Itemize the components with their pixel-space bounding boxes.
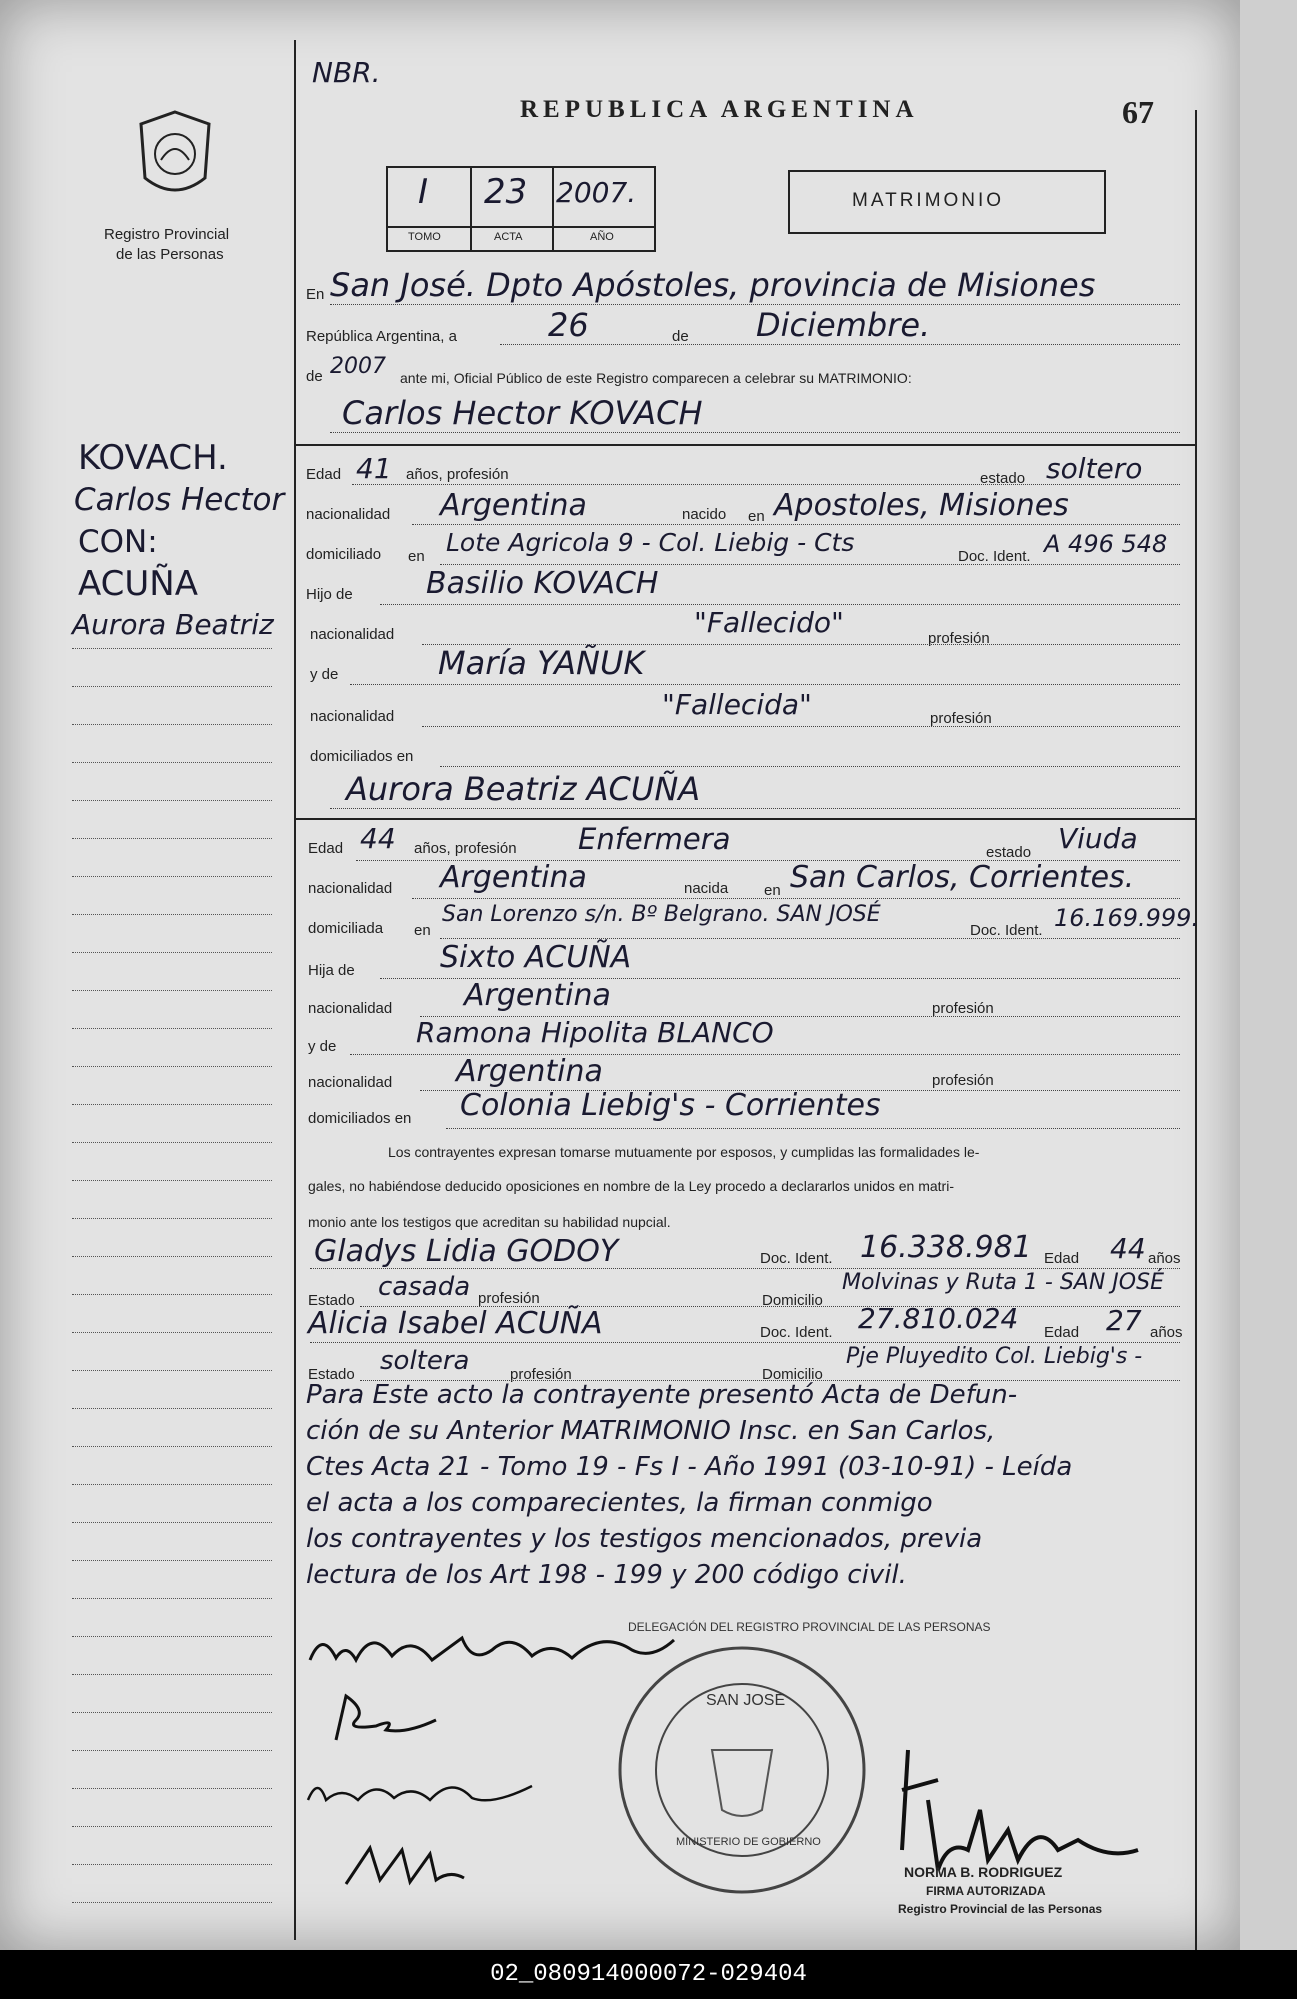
official-org: Registro Provincial de las Personas [898, 1902, 1103, 1916]
margin-rule [72, 724, 272, 725]
witness2-status: soltera [380, 1346, 470, 1376]
declaration-line3: monio ante los testigos que acreditan su habilidad nupcial. [308, 1214, 671, 1230]
official-name: NORMA B. RODRIGUEZ [904, 1864, 1063, 1880]
de2-label: de [306, 368, 323, 385]
margin-rule [72, 1864, 272, 1865]
margin-rule [72, 1370, 272, 1371]
witness1-estado-label: Estado [308, 1292, 355, 1309]
witness1-age: 44 [1110, 1232, 1146, 1265]
bride-father-prof-label: profesión [932, 1000, 994, 1017]
groom-nationality: Argentina [440, 488, 587, 523]
groom-line-2 [412, 524, 1180, 525]
groom-name: Carlos Hector KOVACH [342, 394, 703, 432]
margin-rule [72, 1028, 272, 1029]
witness1-status: casada [378, 1272, 471, 1302]
margin-rule [72, 1142, 272, 1143]
groom-born: Apostoles, Misiones [774, 488, 1069, 523]
note-line-4: el acta a los comparecientes, la firman conmigo [306, 1488, 933, 1518]
margin-rule [72, 1560, 272, 1561]
bride-hija-label: Hija de [308, 962, 355, 979]
bride-yde-label: y de [308, 1038, 337, 1055]
groom-mother-prof-label: profesión [930, 710, 992, 727]
witness1-doc-label: Doc. Ident. [760, 1250, 833, 1267]
margin-rule [72, 1408, 272, 1409]
declaration-line2: gales, no habiéndose deducido oposiciones en nombre de la Ley procedo a declararlos unidos en matri- [308, 1178, 954, 1194]
bride-age: 44 [360, 822, 396, 855]
official-signature [868, 1740, 1168, 1880]
groom-father-nationality: "Fallecido" [694, 606, 844, 639]
bride-domiciliados-label: domiciliados en [308, 1110, 412, 1127]
page-edge [1240, 0, 1297, 1950]
margin-given-name: Carlos Hector [74, 482, 285, 518]
bride-signature [326, 1690, 446, 1750]
stamp-ministry: MINISTERIO DE GOBIERNO [676, 1836, 821, 1848]
margin-rule [72, 686, 272, 687]
bride-line-8 [446, 1128, 1180, 1129]
witness2-name: Alicia Isabel ACUÑA [308, 1306, 603, 1341]
margin-rule [72, 1788, 272, 1789]
place: San José. Dpto Apóstoles, provincia de Misiones [330, 266, 1096, 304]
bride-domicile-en-label: en [414, 922, 431, 939]
margin-rule [72, 1522, 272, 1523]
margin-rule [72, 1902, 272, 1903]
witness1-prof-label: profesión [478, 1290, 540, 1307]
margin-rule [72, 800, 272, 801]
acta-value: 23 [484, 172, 528, 212]
witness1-name: Gladys Lidia GODOY [314, 1234, 619, 1269]
record-type: MATRIMONIO [852, 190, 1005, 211]
bride-profession-label: años, profesión [414, 840, 517, 857]
margin-divider [294, 40, 296, 1940]
scan-id-footer: 02_080914000072-029404 [0, 1950, 1297, 1999]
witness2-line [310, 1342, 1180, 1343]
groom-domiciliados-label: domiciliados en [310, 748, 414, 765]
witness2-prof-label: profesión [510, 1366, 572, 1383]
bride-line-2 [412, 898, 1180, 899]
note-line-2: ción de su Anterior MATRIMONIO Insc. en San Carlos, [306, 1416, 996, 1446]
place-line [330, 304, 1180, 305]
note-line-1: Para Este acto la contrayente presentó Acta de Defun- [306, 1380, 1018, 1410]
record-label-divider [386, 226, 654, 228]
en-label: En [306, 286, 325, 303]
right-border [1195, 110, 1197, 1950]
margin-rule [72, 876, 272, 877]
groom-status: soltero [1046, 452, 1143, 485]
bride-profession: Enfermera [578, 822, 731, 856]
margin-rule [72, 762, 272, 763]
month: Diciembre. [756, 306, 931, 344]
margin-rule [72, 1066, 272, 1067]
witness2-signature [340, 1840, 470, 1890]
stamp-outer-text: DELEGACIÓN DEL REGISTRO PROVINCIAL DE LAS PERSONAS [628, 1620, 991, 1634]
witness2-doc-label: Doc. Ident. [760, 1324, 833, 1341]
bride-doc-label: Doc. Ident. [970, 922, 1043, 939]
witness2-anos-label: años [1150, 1324, 1183, 1341]
margin-rule [72, 648, 272, 649]
groom-nacionalidad-label: nacionalidad [306, 506, 391, 523]
groom-father: Basilio KOVACH [426, 566, 659, 601]
bride-father-nac-label: nacionalidad [308, 1000, 393, 1017]
declaration-line1: Los contrayentes expresan tomarse mutuamente por esposos, y cumplidas las formalidades le- [388, 1144, 980, 1160]
margin-rule [72, 1484, 272, 1485]
groom-line-1 [352, 484, 1180, 485]
margin-rule [72, 1446, 272, 1447]
margin-con: CON: [78, 524, 158, 560]
bride-mother: Ramona Hipolita BLANCO [416, 1016, 774, 1049]
witness1-line [310, 1268, 1180, 1269]
groom-section-rule [294, 444, 1195, 446]
groom-mother-nationality: "Fallecida" [662, 688, 812, 721]
margin-rule [72, 1332, 272, 1333]
bride-nationality: Argentina [440, 860, 587, 895]
note-line-6: lectura de los Art 198 - 199 y 200 código civil. [306, 1560, 907, 1590]
witness2-address: Pje Pluyedito Col. Liebig's - [846, 1344, 1143, 1369]
ano-value: 2007. [556, 176, 637, 209]
bride-estado-label: estado [986, 844, 1032, 861]
witness2-age: 27 [1106, 1304, 1142, 1337]
margin-rule [72, 1104, 272, 1105]
groom-domiciliado-label: domiciliado [306, 546, 382, 563]
note-line-5: los contrayentes y los testigos mencionados, previa [306, 1524, 983, 1554]
bride-mother-prof-label: profesión [932, 1072, 994, 1089]
margin-rule [72, 1674, 272, 1675]
bride-nacida-label: nacida [684, 880, 729, 897]
witness1-address: Molvinas y Ruta 1 - SAN JOSÉ [842, 1270, 1164, 1295]
margin-rule [72, 914, 272, 915]
bride-status: Viuda [1058, 822, 1138, 855]
tomo-value: I [418, 172, 429, 212]
bride-mother-nationality: Argentina [456, 1054, 603, 1089]
bride-nacionalidad-label: nacionalidad [308, 880, 393, 897]
margin-rule [72, 1180, 272, 1181]
groom-line-7 [422, 726, 1180, 727]
stamp-inner-text: SAN JOSE [706, 1692, 786, 1709]
groom-profession-label: años, profesión [406, 466, 509, 483]
bride-born: San Carlos, Corrientes. [790, 860, 1135, 895]
bride-section-rule [294, 818, 1195, 820]
witness1-domicilio-label: Domicilio [762, 1292, 823, 1309]
margin-surname: KOVACH. [78, 438, 228, 478]
margin-bride-name: Aurora Beatriz [72, 608, 274, 641]
groom-line-3 [440, 564, 1180, 565]
groom-father-prof-label: profesión [928, 630, 990, 647]
groom-mother: María YAÑUK [438, 644, 645, 682]
groom-doc-label: Doc. Ident. [958, 548, 1031, 565]
record-divider-2 [552, 166, 554, 250]
bride-mother-nac-label: nacionalidad [308, 1074, 393, 1091]
registry-name-line1: Registro Provincial [104, 226, 230, 243]
page-number: 67 [1122, 94, 1154, 130]
ano-label: AÑO [590, 231, 614, 243]
margin-rule [72, 990, 272, 991]
intro-clause: ante mi, Oficial Público de este Registro comparecen a celebrar su MATRIMONIO: [400, 370, 912, 386]
margin-bride-surname: ACUÑA [78, 564, 198, 604]
witness1-anos-label: años [1148, 1250, 1181, 1267]
margin-note: NBR. [312, 56, 381, 89]
margin-rule [72, 838, 272, 839]
groom-age: 41 [356, 452, 392, 485]
registry-name-line2: de las Personas [116, 246, 224, 263]
margin-rule [72, 952, 272, 953]
date-line [500, 344, 1180, 345]
republic-label: República Argentina, a [306, 328, 457, 345]
groom-domicile-en-label: en [408, 548, 425, 565]
witness1-doc: 16.338.981 [860, 1230, 1032, 1265]
official-title: FIRMA AUTORIZADA [926, 1884, 1046, 1898]
witness2-doc: 27.810.024 [858, 1302, 1019, 1335]
groom-doc: A 496 548 [1044, 530, 1168, 558]
bride-line-3 [440, 938, 1180, 939]
groom-line-6 [350, 684, 1180, 685]
day: 26 [548, 306, 589, 344]
margin-rule [72, 1294, 272, 1295]
groom-hijo-label: Hijo de [306, 586, 353, 603]
groom-en-label: en [748, 508, 765, 525]
margin-rule [72, 1712, 272, 1713]
groom-nacido-label: nacido [682, 506, 727, 523]
margin-rule [72, 1256, 272, 1257]
witness1-edad-label: Edad [1044, 1250, 1080, 1267]
bride-father: Sixto ACUÑA [440, 940, 632, 975]
groom-estado-label: estado [980, 470, 1026, 487]
acta-label: ACTA [494, 231, 523, 243]
margin-rule [72, 1750, 272, 1751]
bride-doc: 16.169.999. [1054, 904, 1200, 932]
groom-yde-label: y de [310, 666, 339, 683]
groom-edad-label: Edad [306, 466, 342, 483]
groom-father-nac-label: nacionalidad [310, 626, 395, 643]
bride-domiciliada-label: domiciliada [308, 920, 384, 937]
bride-parents-address: Colonia Liebig's - Corrientes [460, 1088, 881, 1123]
groom-name-line [330, 432, 1180, 433]
groom-line-8 [440, 766, 1180, 767]
tomo-label: TOMO [408, 231, 441, 243]
margin-rule [72, 1826, 272, 1827]
de-label: de [672, 328, 689, 345]
bride-father-nationality: Argentina [464, 978, 611, 1013]
bride-name: Aurora Beatriz ACUÑA [346, 770, 701, 808]
bride-edad-label: Edad [308, 840, 344, 857]
witness2-domicilio-label: Domicilio [762, 1366, 823, 1383]
groom-line-4 [380, 604, 1180, 605]
groom-address: Lote Agricola 9 - Col. Liebig - Cts [446, 528, 855, 557]
year: 2007 [330, 354, 386, 379]
bride-en-label: en [764, 882, 781, 899]
bride-address: San Lorenzo s/n. Bº Belgrano. SAN JOSÉ [442, 902, 881, 927]
margin-rule [72, 1636, 272, 1637]
witness1-signature [302, 1766, 542, 1816]
margin-rule [72, 1218, 272, 1219]
official-stamp [612, 1640, 872, 1900]
registry-emblem [135, 108, 215, 204]
record-divider-1 [470, 166, 472, 250]
note-line-3: Ctes Acta 21 - Tomo 19 - Fs I - Año 1991 (03-10-91) - Leída [306, 1452, 1073, 1482]
witness2-estado-label: Estado [308, 1366, 355, 1383]
bride-name-line [330, 808, 1180, 809]
groom-mother-nac-label: nacionalidad [310, 708, 395, 725]
witness2-edad-label: Edad [1044, 1324, 1080, 1341]
country-title: REPUBLICA ARGENTINA [520, 96, 919, 123]
margin-rule [72, 1598, 272, 1599]
